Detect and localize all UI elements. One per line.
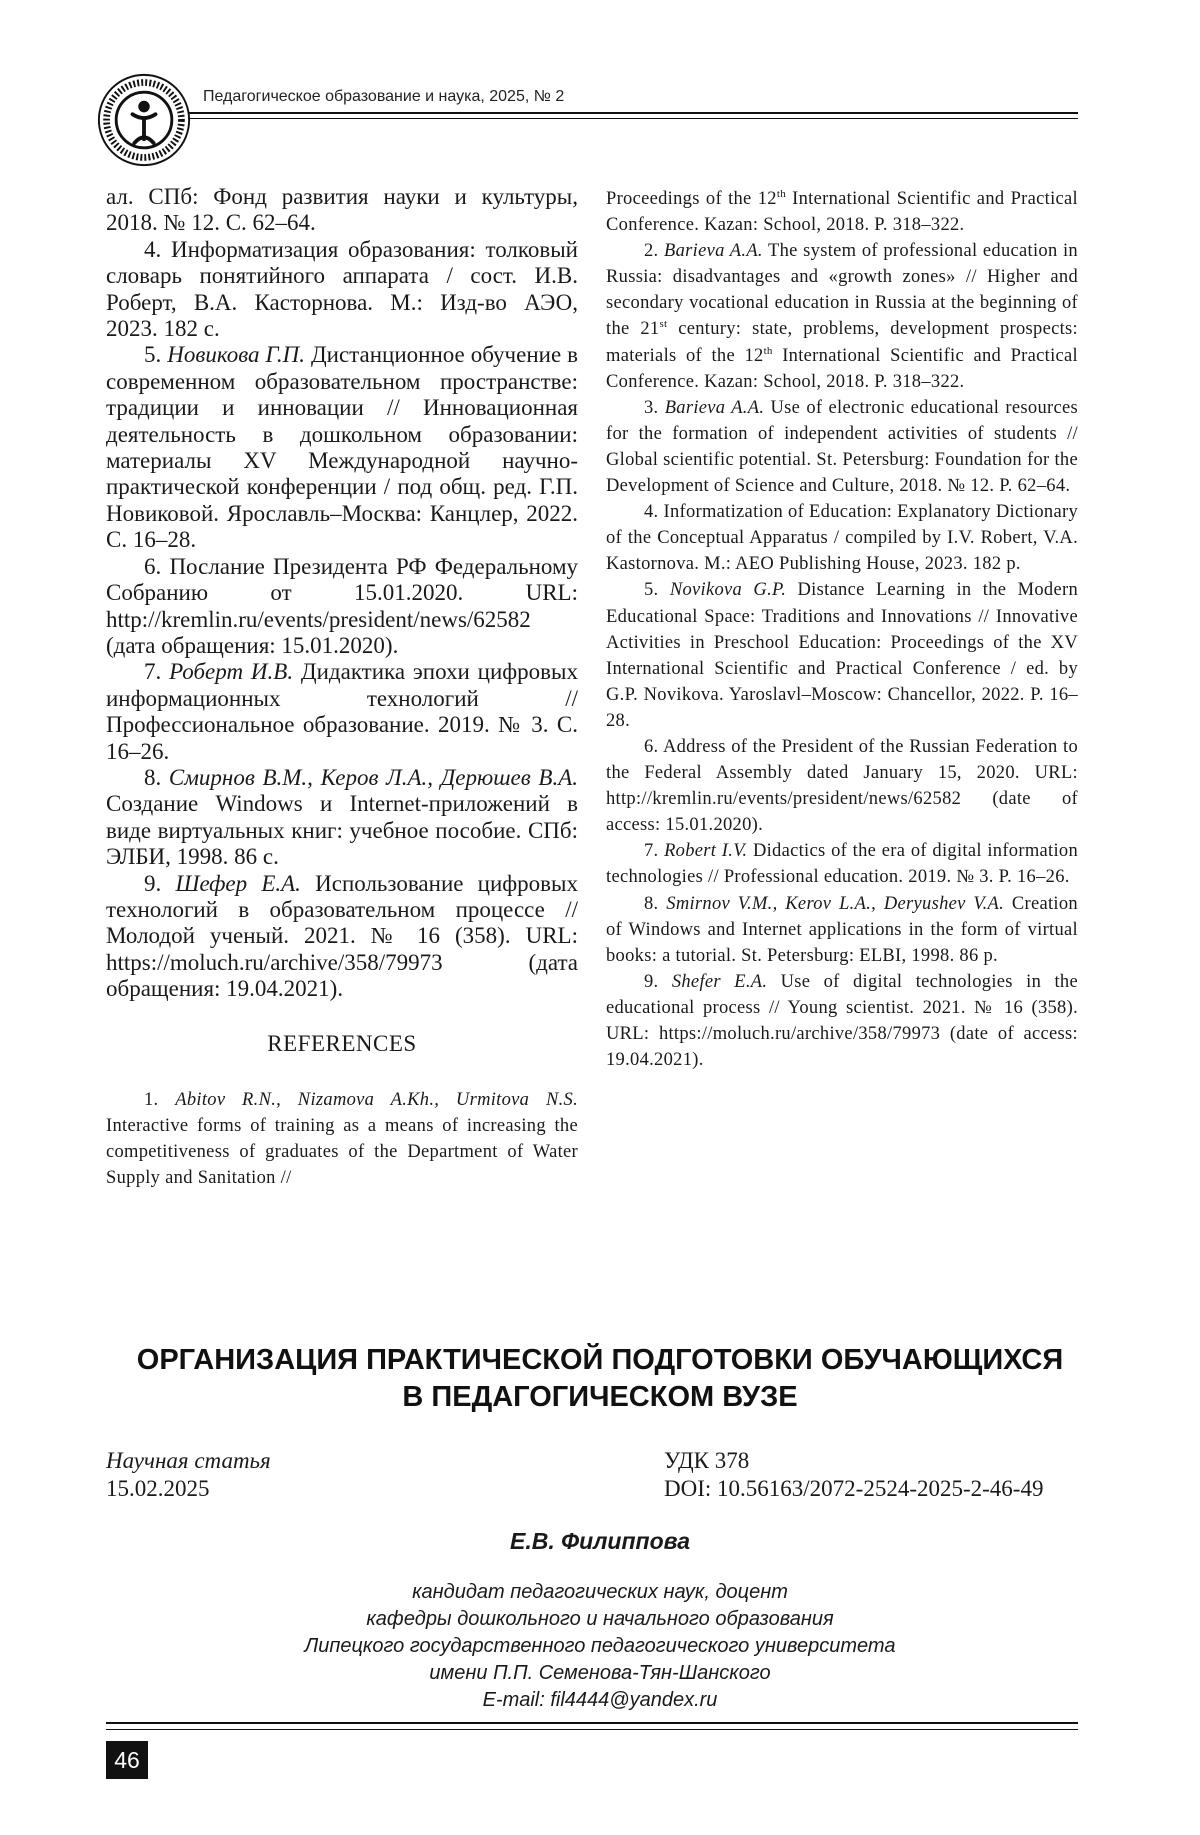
reference-item: 2. Barieva A.A. The system of professional education in Russia: disadvantages and «growth zones» // Higher and secondary vocational education in Russia at the beginning of the 21st century: state, problems, development prospects: materials of the 12th International Scientific and Practical Conference. Kazan: School, 2018. P. 318–322. <box>606 241 1078 392</box>
reference-item: 5. Новикова Г.П. Дистанционное обучение в современном образовательном пространстве: традиции и инновации // Инновационная деятельность в дошкольном образовании: материалы XV Международной научно-практической конференции / под общ. ред. Г.П. Новиковой. Ярославль–Москва: Канцлер, 2022. С. 16–28. <box>106 342 578 553</box>
left-column <box>106 184 578 1191</box>
reference-item: 8. Смирнов В.М., Керов Л.А., Дерюшев В.А. Создание Windows и Internet-приложений в виде виртуальных книг: учебное пособие. СПб: ЭЛБИ, 1998. 86 с. <box>106 764 579 870</box>
reference-item: 9. Шефер Е.А. Использование цифровых технологий в образовательном процессе // Молодой ученый. 2021. № 16 (358). URL: https://moluch.ru/archive/358/79973 (дата обращения: 19.04.2021). <box>106 870 578 1002</box>
doi: DOI: 10.56163/2072-2524-2025-2-46-49 <box>664 1476 1044 1501</box>
reference-item: 6. Address of the President of the Russian Federation to the Federal Assembly dated January 15, 2020. URL: http://kremlin.ru/events/president/news/62582 (date of access: 15.01.2020). <box>606 736 1079 836</box>
footer-rule-thin <box>106 1729 1078 1730</box>
journal-title: Педагогическое образование и наука, 2025, № 2 <box>203 88 565 105</box>
article-title-line: В ПЕДАГОГИЧЕСКОМ ВУЗЕ <box>402 1381 798 1413</box>
reference-item: 3. Barieva A.A. Use of electronic educational resources for the formation of independent activities of students // Global scientific potential. St. Petersburg: Foundation for the Development of Science and Culture, 2018. № 12. P. 62–64. <box>606 397 1078 497</box>
footer-rule <box>106 1722 1078 1724</box>
reference-item: 4. Informatization of Education: Explanatory Dictionary of the Conceptual Apparatus / compiled by I.V. Robert, V.A. Kastornova. M.: AEO Publishing House, 2023. 182 p. <box>606 502 1078 575</box>
reference-item: 5. Novikova G.P. Distance Learning in the Modern Educational Space: Traditions and Innovations // Innovative Activities in Preschool Education: Proceedings of the XV International Scientific and Practical Conference / ed. by G.P. Novikova. Yaroslavl–Moscow: Chancellor, 2022. P. 16–28. <box>606 580 1078 731</box>
author-email: E-mail: fil4444@yandex.ru <box>482 1689 718 1711</box>
reference-item: 7. Robert I.V. Didactics of the era of digital information technologies // Professional education. 2019. № 3. P. 16–26. <box>606 841 1078 888</box>
udk: УДК 378 <box>664 1448 750 1473</box>
article-meta-right <box>664 1447 1043 1503</box>
article-title <box>100 1342 1100 1416</box>
reference-item: 9. Shefer E.A. Use of digital technologies in the educational process // Young scientist. 2021. № 16 (358). URL: https://moluch.ru/archive/358/79973 (date of access: 19.04.2021). <box>606 971 1078 1071</box>
reference-item: 6. Послание Президента РФ Федеральному Собранию от 15.01.2020. URL: http://kremlin.ru/events/president/news/62582 (дата обращения: 15.01.2020). <box>106 553 579 658</box>
article-type: Научная статья <box>106 1448 271 1473</box>
reference-continuation: Proceedings of the 12th International Scientific and Practical Conference. Kazan: School, 2018. P. 318–322. <box>606 187 1078 236</box>
author-affiliation <box>0 1579 1200 1714</box>
header-rule <box>188 112 1078 114</box>
right-column <box>606 186 1078 1073</box>
author-name: Е.В. Филиппова <box>509 1528 690 1554</box>
header-rule-thin <box>188 118 1078 119</box>
reference-item: 1. Abitov R.N., Nizamova A.Kh., Urmitova N.S. Interactive forms of training as a means of increasing the competitiveness of graduates of the Department of Water Supply and Sanitation // <box>106 1089 578 1188</box>
references-heading: REFERENCES <box>267 1030 417 1056</box>
affiliation-line: имени П.П. Семенова-Тян-Шанского <box>429 1662 771 1684</box>
reference-item: ал. СПб: Фонд развития науки и культуры, 2018. № 12. С. 62–64. <box>106 184 578 236</box>
page-number: 46 <box>106 1741 148 1779</box>
article-meta-left <box>106 1447 271 1503</box>
journal-logo <box>96 72 192 168</box>
affiliation-line: кафедры дошкольного и начального образования <box>366 1608 834 1630</box>
english-references-start <box>106 1087 578 1191</box>
russian-references <box>106 184 578 1003</box>
reference-item: 7. Роберт И.В. Дидактика эпохи цифровых информационных технологий // Профессиональное образование. 2019. № 3. С. 16–26. <box>106 659 578 764</box>
affiliation-line: Липецкого государственного педагогического университета <box>304 1635 896 1657</box>
reference-item: 4. Информатизация образования: толковый словарь понятийного аппарата / сост. И.В. Роберт, В.А. Касторнова. М.: Изд-во АЭО, 2023. 182 с. <box>106 236 578 342</box>
article-date: 15.02.2025 <box>106 1476 210 1501</box>
reference-item: 8. Smirnov V.M., Kerov L.A., Deryushev V.A. Creation of Windows and Internet applications in the form of virtual books: a tutorial. St. Petersburg: ELBI, 1998. 86 p. <box>606 893 1078 966</box>
affiliation-line: кандидат педагогических наук, доцент <box>412 1581 788 1603</box>
article-title-line: ОРГАНИЗАЦИЯ ПРАКТИЧЕСКОЙ ПОДГОТОВКИ ОБУЧАЮЩИХСЯ <box>136 1344 1064 1376</box>
